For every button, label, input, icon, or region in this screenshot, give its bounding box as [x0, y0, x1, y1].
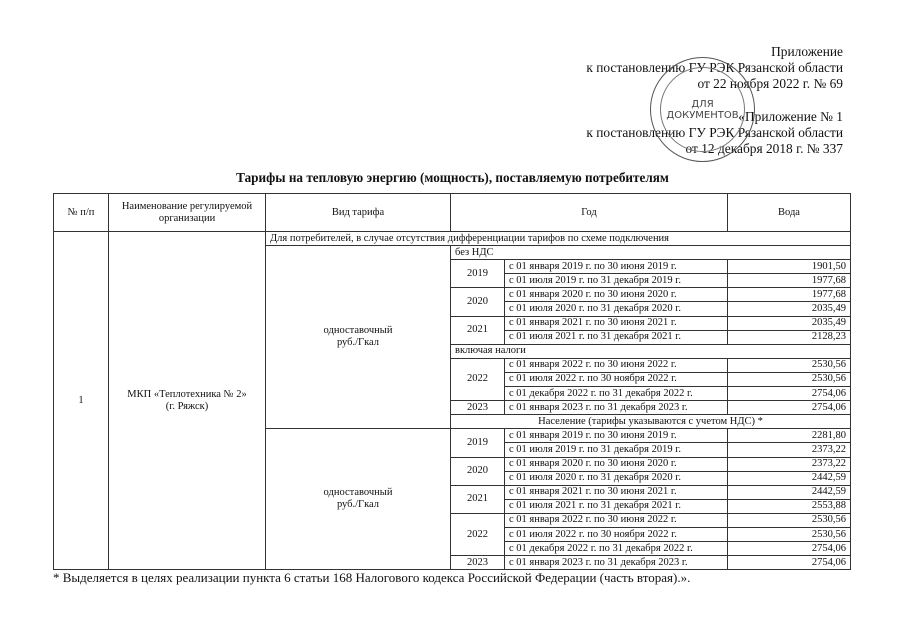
stamp-line-1: ДЛЯ [691, 98, 714, 110]
value-cell: 2281,80 [728, 429, 851, 443]
period-cell: с 01 декабря 2022 г. по 31 декабря 2022 г. [505, 387, 728, 401]
stamp-line-2: ДОКУМЕНТОВ [666, 109, 739, 121]
value-cell: 2530,56 [728, 527, 851, 541]
period-cell: с 01 января 2019 г. по 30 июня 2019 г. [505, 429, 728, 443]
tariff-type-1 [266, 246, 451, 429]
year-cell: 2023 [451, 556, 505, 570]
value-cell: 2035,49 [728, 302, 851, 316]
organization-name-line1: МКП «Теплотехника № 2» [127, 388, 247, 400]
header-org: Наименование регулируемой организации [109, 194, 266, 232]
year-cell: 2020 [451, 288, 505, 316]
tariff-type-label: одноставочный [323, 487, 393, 499]
header-year: Год [451, 194, 728, 232]
period-cell: с 01 января 2019 г. по 30 июня 2019 г. [505, 260, 728, 274]
value-cell: 1901,50 [728, 260, 851, 274]
period-cell: с 01 января 2022 г. по 30 июня 2022 г. [505, 358, 728, 372]
year-cell: 2019 [451, 260, 505, 288]
value-cell: 2442,59 [728, 485, 851, 499]
value-cell: 2530,56 [728, 513, 851, 527]
period-cell: с 01 января 2022 г. по 30 июня 2022 г. [505, 513, 728, 527]
section-population: Население (тарифы указываются с учетом НДС) * [451, 415, 851, 429]
year-cell: 2021 [451, 485, 505, 513]
header-line-3: от 22 ноября 2022 г. № 69 [697, 76, 843, 92]
value-cell: 2530,56 [728, 358, 851, 372]
period-cell: с 01 июля 2022 г. по 30 ноября 2022 г. [505, 527, 728, 541]
row-number: 1 [54, 232, 109, 570]
header-line-6: от 12 декабря 2018 г. № 337 [685, 141, 843, 157]
period-cell: с 01 июля 2019 г. по 31 декабря 2019 г. [505, 443, 728, 457]
tariff-type-label: одноставочный [323, 325, 393, 337]
period-cell: с 01 января 2020 г. по 30 июня 2020 г. [505, 288, 728, 302]
value-cell: 2373,22 [728, 457, 851, 471]
value-cell: 2035,49 [728, 316, 851, 330]
subheader-vkl-nalogi: включая налоги [451, 344, 851, 358]
header-num: № п/п [54, 194, 109, 232]
footnote: * Выделяется в целях реализации пункта 6 статьи 168 Налогового кодекса Российской Федерации (часть вторая).». [53, 570, 691, 585]
period-cell: с 01 января 2021 г. по 30 июня 2021 г. [505, 485, 728, 499]
header-line-4: «Приложение № 1 [738, 109, 843, 124]
value-cell: 2754,06 [728, 542, 851, 556]
value-cell: 2442,59 [728, 471, 851, 485]
value-cell: 2553,88 [728, 499, 851, 513]
period-cell: с 01 июля 2020 г. по 31 декабря 2020 г. [505, 471, 728, 485]
table-row [54, 232, 851, 246]
period-cell: с 01 июля 2019 г. по 31 декабря 2019 г. [505, 274, 728, 288]
period-cell: с 01 июля 2021 г. по 31 декабря 2021 г. [505, 330, 728, 344]
year-cell: 2020 [451, 457, 505, 485]
document-title: Тарифы на тепловую энергию (мощность), поставляемую потребителям [236, 170, 669, 185]
header-line-2: к постановлению ГУ РЭК Рязанской области [586, 60, 843, 76]
value-cell: 2754,06 [728, 387, 851, 401]
subheader-bez-nds: без НДС [451, 246, 851, 260]
official-stamp [650, 57, 755, 162]
value-cell: 2754,06 [728, 401, 851, 415]
period-cell: с 01 января 2023 г. по 31 декабря 2023 г. [505, 556, 728, 570]
tariff-table [53, 193, 851, 570]
year-cell: 2019 [451, 429, 505, 457]
period-cell: с 01 января 2023 г. по 31 декабря 2023 г. [505, 401, 728, 415]
header-line-5: к постановлению ГУ РЭК Рязанской области [586, 125, 843, 141]
year-cell: 2022 [451, 358, 505, 400]
organization-name [109, 232, 266, 570]
section-general: Для потребителей, в случае отсутствия дифференциации тарифов по схеме подключения [266, 232, 851, 246]
year-cell: 2022 [451, 513, 505, 555]
period-cell: с 01 января 2021 г. по 30 июня 2021 г. [505, 316, 728, 330]
period-cell: с 01 июля 2022 г. по 30 ноября 2022 г. [505, 372, 728, 386]
year-cell: 2023 [451, 401, 505, 415]
organization-city: (г. Ряжск) [165, 400, 209, 412]
value-cell: 2530,56 [728, 372, 851, 386]
value-cell: 1977,68 [728, 288, 851, 302]
period-cell: с 01 июля 2021 г. по 31 декабря 2021 г. [505, 499, 728, 513]
header-water: Вода [728, 194, 851, 232]
tariff-unit-label: руб./Гкал [336, 499, 380, 511]
tariff-unit-label: руб./Гкал [336, 337, 380, 349]
value-cell: 1977,68 [728, 274, 851, 288]
header-line-1: Приложение [771, 44, 843, 59]
period-cell: с 01 декабря 2022 г. по 31 декабря 2022 г. [505, 542, 728, 556]
value-cell: 2754,06 [728, 556, 851, 570]
tariff-type-2 [266, 429, 451, 570]
period-cell: с 01 июля 2020 г. по 31 декабря 2020 г. [505, 302, 728, 316]
table-header-row [54, 194, 851, 232]
value-cell: 2373,22 [728, 443, 851, 457]
period-cell: с 01 января 2020 г. по 30 июня 2020 г. [505, 457, 728, 471]
value-cell: 2128,23 [728, 330, 851, 344]
year-cell: 2021 [451, 316, 505, 344]
header-tariff-type: Вид тарифа [266, 194, 451, 232]
